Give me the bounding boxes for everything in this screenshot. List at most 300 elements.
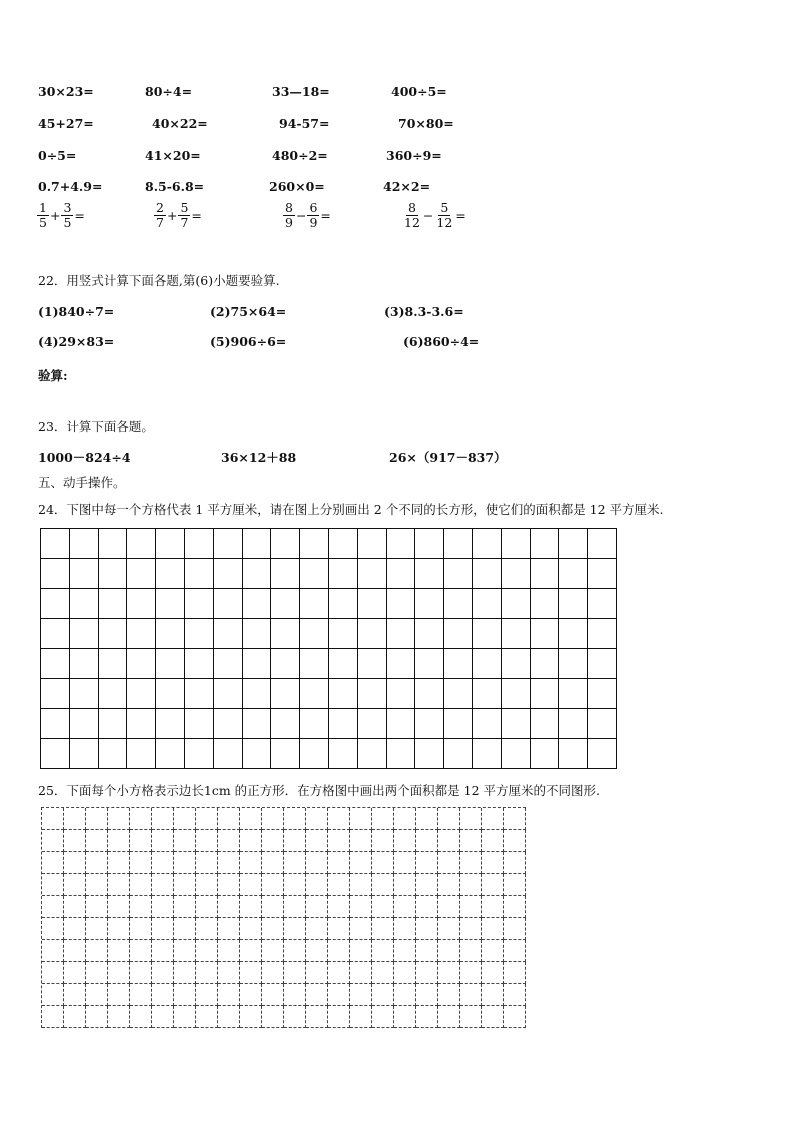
grid-cell[interactable]	[86, 874, 108, 896]
grid-cell[interactable]	[328, 896, 350, 918]
grid-cell[interactable]	[243, 709, 272, 739]
grid-cell[interactable]	[504, 808, 526, 830]
grid-cell[interactable]	[502, 559, 531, 589]
grid-cell[interactable]	[271, 649, 300, 679]
grid-cell[interactable]	[460, 962, 482, 984]
grid-cell[interactable]	[416, 830, 438, 852]
grid-cell[interactable]	[416, 962, 438, 984]
grid-cell[interactable]	[108, 962, 130, 984]
grid-cell[interactable]	[243, 679, 272, 709]
grid-cell[interactable]	[416, 1006, 438, 1028]
grid-cell[interactable]	[152, 918, 174, 940]
grid-cell[interactable]	[64, 852, 86, 874]
grid-cell[interactable]	[460, 808, 482, 830]
grid-cell[interactable]	[588, 589, 617, 619]
grid-cell[interactable]	[473, 709, 502, 739]
grid-cell[interactable]	[358, 559, 387, 589]
grid-cell[interactable]	[328, 984, 350, 1006]
grid-cell[interactable]	[502, 649, 531, 679]
grid-cell[interactable]	[559, 589, 588, 619]
grid-cell[interactable]	[271, 739, 300, 769]
grid-cell[interactable]	[328, 918, 350, 940]
grid-cell[interactable]	[415, 589, 444, 619]
grid-cell[interactable]	[196, 830, 218, 852]
grid-cell[interactable]	[460, 874, 482, 896]
grid-cell[interactable]	[502, 529, 531, 559]
grid-cell[interactable]	[482, 874, 504, 896]
grid-cell[interactable]	[502, 589, 531, 619]
grid-cell[interactable]	[284, 808, 306, 830]
grid-cell[interactable]	[531, 739, 560, 769]
grid-cell[interactable]	[306, 962, 328, 984]
grid-cell[interactable]	[64, 962, 86, 984]
grid-cell[interactable]	[416, 918, 438, 940]
grid-cell[interactable]	[214, 739, 243, 769]
grid-cell[interactable]	[306, 852, 328, 874]
grid-cell[interactable]	[218, 874, 240, 896]
grid-cell[interactable]	[328, 874, 350, 896]
grid-cell[interactable]	[328, 830, 350, 852]
grid-cell[interactable]	[218, 984, 240, 1006]
grid-cell[interactable]	[240, 940, 262, 962]
grid-cell[interactable]	[196, 962, 218, 984]
grid-cell[interactable]	[300, 619, 329, 649]
grid-cell[interactable]	[127, 649, 156, 679]
grid-cell[interactable]	[174, 808, 196, 830]
grid-cell[interactable]	[174, 830, 196, 852]
grid-cell[interactable]	[588, 679, 617, 709]
grid-cell[interactable]	[329, 649, 358, 679]
grid-cell[interactable]	[559, 619, 588, 649]
grid-cell[interactable]	[127, 559, 156, 589]
grid-cell[interactable]	[130, 918, 152, 940]
grid-cell[interactable]	[218, 852, 240, 874]
grid-cell[interactable]	[416, 940, 438, 962]
grid-cell[interactable]	[306, 984, 328, 1006]
grid-cell[interactable]	[70, 589, 99, 619]
grid-cell[interactable]	[482, 830, 504, 852]
grid-cell[interactable]	[372, 874, 394, 896]
grid-cell[interactable]	[394, 984, 416, 1006]
grid-cell[interactable]	[64, 896, 86, 918]
grid-cell[interactable]	[41, 709, 70, 739]
grid-cell[interactable]	[306, 940, 328, 962]
grid-cell[interactable]	[64, 830, 86, 852]
grid-cell[interactable]	[185, 559, 214, 589]
grid-cell[interactable]	[130, 830, 152, 852]
grid-cell[interactable]	[416, 852, 438, 874]
grid-cell[interactable]	[240, 852, 262, 874]
grid-cell[interactable]	[185, 619, 214, 649]
grid-cell[interactable]	[460, 830, 482, 852]
grid-cell[interactable]	[262, 1006, 284, 1028]
grid-cell[interactable]	[387, 709, 416, 739]
grid-cell[interactable]	[42, 962, 64, 984]
grid-cell[interactable]	[482, 984, 504, 1006]
grid-cell[interactable]	[438, 808, 460, 830]
grid-cell[interactable]	[350, 830, 372, 852]
grid-cell[interactable]	[218, 808, 240, 830]
grid-cell[interactable]	[240, 962, 262, 984]
grid-cell[interactable]	[531, 619, 560, 649]
grid-cell[interactable]	[444, 589, 473, 619]
grid-cell[interactable]	[240, 808, 262, 830]
grid-cell[interactable]	[482, 896, 504, 918]
grid-cell[interactable]	[152, 808, 174, 830]
grid-cell[interactable]	[262, 962, 284, 984]
grid-cell[interactable]	[502, 679, 531, 709]
grid-cell[interactable]	[372, 852, 394, 874]
grid-cell[interactable]	[394, 940, 416, 962]
grid-cell[interactable]	[130, 874, 152, 896]
grid-cell[interactable]	[504, 962, 526, 984]
grid-cell[interactable]	[42, 1006, 64, 1028]
grid-cell[interactable]	[262, 808, 284, 830]
grid-cell[interactable]	[64, 874, 86, 896]
grid-cell[interactable]	[214, 589, 243, 619]
grid-cell[interactable]	[358, 589, 387, 619]
grid-cell[interactable]	[271, 589, 300, 619]
grid-cell[interactable]	[174, 962, 196, 984]
grid-cell[interactable]	[185, 709, 214, 739]
grid-cell[interactable]	[504, 1006, 526, 1028]
grid-cell[interactable]	[394, 874, 416, 896]
grid-cell[interactable]	[196, 808, 218, 830]
grid-cell[interactable]	[99, 679, 128, 709]
grid-cell[interactable]	[262, 984, 284, 1006]
grid-cell[interactable]	[438, 918, 460, 940]
grid-cell[interactable]	[416, 808, 438, 830]
grid-cell[interactable]	[284, 984, 306, 1006]
grid-cell[interactable]	[358, 529, 387, 559]
grid-cell[interactable]	[152, 852, 174, 874]
grid-cell[interactable]	[350, 852, 372, 874]
grid-cell[interactable]	[99, 739, 128, 769]
grid-cell[interactable]	[588, 739, 617, 769]
grid-cell[interactable]	[394, 830, 416, 852]
grid-cell[interactable]	[438, 1006, 460, 1028]
grid-cell[interactable]	[64, 984, 86, 1006]
grid-cell[interactable]	[130, 1006, 152, 1028]
grid-cell[interactable]	[329, 709, 358, 739]
grid-cell[interactable]	[358, 649, 387, 679]
grid-cell[interactable]	[271, 619, 300, 649]
grid-cell[interactable]	[262, 830, 284, 852]
grid-cell[interactable]	[444, 709, 473, 739]
grid-cell[interactable]	[482, 1006, 504, 1028]
grid-cell[interactable]	[306, 918, 328, 940]
grid-cell[interactable]	[531, 559, 560, 589]
grid-cell[interactable]	[70, 679, 99, 709]
grid-cell[interactable]	[86, 940, 108, 962]
grid-cell[interactable]	[387, 649, 416, 679]
grid-cell[interactable]	[196, 1006, 218, 1028]
grid-cell[interactable]	[394, 962, 416, 984]
grid-cell[interactable]	[372, 830, 394, 852]
grid-cell[interactable]	[284, 962, 306, 984]
grid-cell[interactable]	[358, 739, 387, 769]
grid-cell[interactable]	[415, 649, 444, 679]
grid-cell[interactable]	[372, 940, 394, 962]
grid-cell[interactable]	[482, 852, 504, 874]
grid-cell[interactable]	[99, 589, 128, 619]
grid-cell[interactable]	[271, 529, 300, 559]
grid-cell[interactable]	[372, 808, 394, 830]
grid-cell[interactable]	[284, 830, 306, 852]
grid-cell[interactable]	[130, 962, 152, 984]
grid-cell[interactable]	[243, 559, 272, 589]
grid-cell[interactable]	[328, 808, 350, 830]
grid-cell[interactable]	[504, 918, 526, 940]
grid-cell[interactable]	[372, 918, 394, 940]
grid-cell[interactable]	[262, 874, 284, 896]
grid-cell[interactable]	[473, 589, 502, 619]
grid-cell[interactable]	[482, 808, 504, 830]
grid-cell[interactable]	[174, 852, 196, 874]
grid-cell[interactable]	[358, 709, 387, 739]
grid-cell[interactable]	[504, 896, 526, 918]
grid-cell[interactable]	[156, 739, 185, 769]
grid-cell[interactable]	[42, 808, 64, 830]
grid-cell[interactable]	[438, 896, 460, 918]
grid-cell[interactable]	[306, 830, 328, 852]
grid-cell[interactable]	[559, 529, 588, 559]
grid-cell[interactable]	[284, 1006, 306, 1028]
grid-cell[interactable]	[284, 852, 306, 874]
grid-cell[interactable]	[86, 808, 108, 830]
grid-cell[interactable]	[588, 649, 617, 679]
grid-cell[interactable]	[502, 709, 531, 739]
grid-cell[interactable]	[86, 984, 108, 1006]
grid-cell[interactable]	[358, 679, 387, 709]
grid-cell[interactable]	[152, 984, 174, 1006]
grid-cell[interactable]	[130, 940, 152, 962]
grid-cell[interactable]	[86, 962, 108, 984]
grid-cell[interactable]	[350, 918, 372, 940]
grid-cell[interactable]	[243, 619, 272, 649]
grid-cell[interactable]	[70, 559, 99, 589]
grid-cell[interactable]	[70, 529, 99, 559]
grid-cell[interactable]	[240, 984, 262, 1006]
grid-cell[interactable]	[444, 679, 473, 709]
grid-cell[interactable]	[482, 962, 504, 984]
grid-cell[interactable]	[99, 619, 128, 649]
grid-cell[interactable]	[108, 830, 130, 852]
grid-cell[interactable]	[328, 940, 350, 962]
grid-cell[interactable]	[243, 529, 272, 559]
grid-cell[interactable]	[438, 874, 460, 896]
grid-cell[interactable]	[438, 962, 460, 984]
grid-cell[interactable]	[156, 559, 185, 589]
grid-cell[interactable]	[306, 874, 328, 896]
grid-cell[interactable]	[174, 918, 196, 940]
grid-cell[interactable]	[240, 874, 262, 896]
grid-cell[interactable]	[185, 679, 214, 709]
grid-cell[interactable]	[99, 709, 128, 739]
grid-cell[interactable]	[306, 1006, 328, 1028]
grid-cell[interactable]	[284, 940, 306, 962]
grid-cell[interactable]	[350, 940, 372, 962]
grid-cell[interactable]	[438, 830, 460, 852]
grid-cell[interactable]	[473, 559, 502, 589]
grid-cell[interactable]	[127, 709, 156, 739]
grid-cell[interactable]	[372, 984, 394, 1006]
grid-cell[interactable]	[86, 830, 108, 852]
grid-cell[interactable]	[328, 962, 350, 984]
grid-cell[interactable]	[99, 559, 128, 589]
grid-cell[interactable]	[127, 739, 156, 769]
grid-cell[interactable]	[214, 649, 243, 679]
grid-cell[interactable]	[41, 649, 70, 679]
grid-cell[interactable]	[329, 739, 358, 769]
grid-cell[interactable]	[473, 679, 502, 709]
grid-cell[interactable]	[243, 589, 272, 619]
grid-cell[interactable]	[185, 739, 214, 769]
grid-cell[interactable]	[300, 559, 329, 589]
grid-cell[interactable]	[240, 1006, 262, 1028]
grid-cell[interactable]	[284, 918, 306, 940]
grid-cell[interactable]	[41, 619, 70, 649]
grid-cell[interactable]	[350, 874, 372, 896]
grid-cell[interactable]	[394, 896, 416, 918]
grid-cell[interactable]	[504, 830, 526, 852]
grid-cell[interactable]	[41, 559, 70, 589]
grid-cell[interactable]	[196, 918, 218, 940]
grid-cell[interactable]	[306, 896, 328, 918]
grid-cell[interactable]	[387, 529, 416, 559]
grid-cell[interactable]	[214, 679, 243, 709]
grid-cell[interactable]	[444, 649, 473, 679]
grid-cell[interactable]	[387, 739, 416, 769]
grid-cell[interactable]	[473, 649, 502, 679]
grid-cell[interactable]	[300, 529, 329, 559]
grid-cell[interactable]	[329, 589, 358, 619]
grid-cell[interactable]	[329, 619, 358, 649]
grid-cell[interactable]	[438, 984, 460, 1006]
grid-cell[interactable]	[271, 709, 300, 739]
grid-cell[interactable]	[156, 679, 185, 709]
grid-cell[interactable]	[214, 709, 243, 739]
grid-cell[interactable]	[329, 559, 358, 589]
grid-cell[interactable]	[127, 619, 156, 649]
grid-cell[interactable]	[271, 559, 300, 589]
grid-cell[interactable]	[394, 1006, 416, 1028]
grid-cell[interactable]	[559, 649, 588, 679]
grid-cell[interactable]	[438, 852, 460, 874]
grid-cell[interactable]	[444, 739, 473, 769]
grid-cell[interactable]	[415, 559, 444, 589]
grid-cell[interactable]	[152, 940, 174, 962]
grid-cell[interactable]	[196, 984, 218, 1006]
grid-cell[interactable]	[504, 940, 526, 962]
grid-cell[interactable]	[415, 709, 444, 739]
grid-cell[interactable]	[152, 874, 174, 896]
grid-cell[interactable]	[284, 896, 306, 918]
grid-cell[interactable]	[271, 679, 300, 709]
grid-cell[interactable]	[394, 852, 416, 874]
grid-cell[interactable]	[531, 529, 560, 559]
grid-cell[interactable]	[387, 619, 416, 649]
grid-cell[interactable]	[531, 649, 560, 679]
grid-cell[interactable]	[218, 962, 240, 984]
grid-cell[interactable]	[130, 984, 152, 1006]
grid-cell[interactable]	[70, 739, 99, 769]
grid-cell[interactable]	[444, 619, 473, 649]
grid-cell[interactable]	[152, 830, 174, 852]
grid-cell[interactable]	[130, 852, 152, 874]
grid-cell[interactable]	[415, 619, 444, 649]
grid-cell[interactable]	[460, 940, 482, 962]
grid-cell[interactable]	[329, 679, 358, 709]
grid-cell[interactable]	[300, 649, 329, 679]
grid-cell[interactable]	[41, 739, 70, 769]
grid-cell[interactable]	[185, 529, 214, 559]
grid-cell[interactable]	[372, 962, 394, 984]
grid-cell[interactable]	[185, 589, 214, 619]
grid-cell[interactable]	[152, 896, 174, 918]
grid-cell[interactable]	[99, 649, 128, 679]
grid-cell[interactable]	[108, 852, 130, 874]
grid-cell[interactable]	[42, 896, 64, 918]
grid-cell[interactable]	[300, 589, 329, 619]
grid-cell[interactable]	[240, 830, 262, 852]
grid-cell[interactable]	[372, 896, 394, 918]
grid-cell[interactable]	[108, 896, 130, 918]
grid-cell[interactable]	[42, 984, 64, 1006]
grid-cell[interactable]	[329, 529, 358, 559]
grid-cell[interactable]	[108, 1006, 130, 1028]
grid-cell[interactable]	[350, 984, 372, 1006]
grid-cell[interactable]	[218, 896, 240, 918]
grid-cell[interactable]	[559, 679, 588, 709]
grid-cell[interactable]	[588, 529, 617, 559]
grid-cell[interactable]	[243, 739, 272, 769]
grid-cell[interactable]	[130, 896, 152, 918]
grid-cell[interactable]	[415, 739, 444, 769]
grid-cell[interactable]	[70, 649, 99, 679]
grid-cell[interactable]	[174, 874, 196, 896]
grid-cell[interactable]	[300, 709, 329, 739]
grid-cell[interactable]	[415, 679, 444, 709]
grid-cell[interactable]	[460, 984, 482, 1006]
grid-cell[interactable]	[42, 874, 64, 896]
grid-cell[interactable]	[559, 709, 588, 739]
grid-cell[interactable]	[70, 619, 99, 649]
grid-cell[interactable]	[42, 940, 64, 962]
grid-cell[interactable]	[41, 589, 70, 619]
grid-cell[interactable]	[108, 874, 130, 896]
grid-cell[interactable]	[504, 984, 526, 1006]
grid-cell[interactable]	[387, 559, 416, 589]
grid-cell[interactable]	[130, 808, 152, 830]
grid-cell[interactable]	[328, 1006, 350, 1028]
grid-cell[interactable]	[350, 808, 372, 830]
grid-cell[interactable]	[185, 649, 214, 679]
grid-cell[interactable]	[152, 962, 174, 984]
grid-cell[interactable]	[127, 529, 156, 559]
grid-cell[interactable]	[444, 529, 473, 559]
grid-cell[interactable]	[42, 918, 64, 940]
grid-cell[interactable]	[482, 918, 504, 940]
grid-cell[interactable]	[156, 649, 185, 679]
grid-cell[interactable]	[394, 808, 416, 830]
grid-cell[interactable]	[387, 679, 416, 709]
grid-cell[interactable]	[42, 830, 64, 852]
grid-cell[interactable]	[387, 589, 416, 619]
grid-cell[interactable]	[588, 559, 617, 589]
grid-cell[interactable]	[108, 940, 130, 962]
grid-cell[interactable]	[86, 1006, 108, 1028]
